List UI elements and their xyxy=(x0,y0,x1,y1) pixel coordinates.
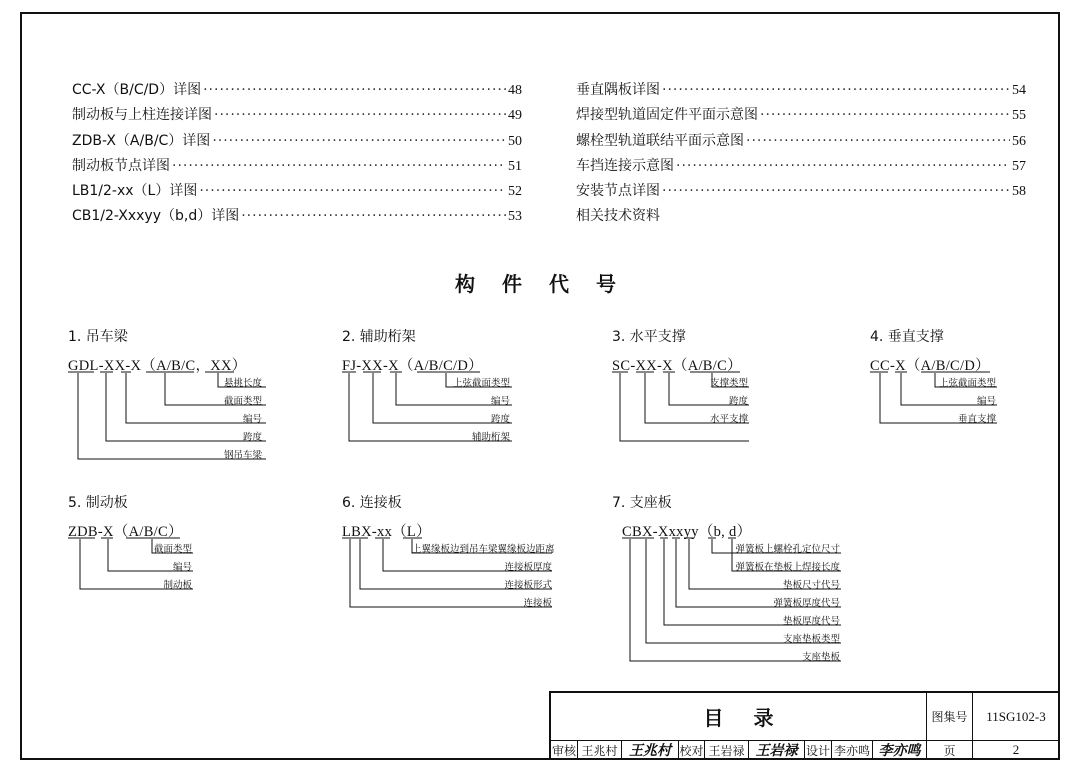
component-code: FJ-XX-X（A/B/C/D） xyxy=(342,358,483,374)
check-label: 校对 xyxy=(679,741,705,760)
code-label: 上弦截面类型 xyxy=(938,378,996,389)
toc-page: 55 xyxy=(1012,108,1026,124)
atlas-label: 图集号 xyxy=(927,693,973,741)
design-signature: 李亦鸣 xyxy=(873,741,927,760)
title-block xyxy=(549,691,1060,760)
code-label: 编号 xyxy=(172,562,192,573)
atlas-number: 11SG102-3 xyxy=(973,693,1060,741)
code-label: 支撑类型 xyxy=(709,378,748,389)
component-code: LBX-xx（L） xyxy=(342,524,431,540)
code-label: 垂直支撑 xyxy=(957,414,996,425)
component-code: GDL-XX-X（A/B/C，XX） xyxy=(68,358,247,374)
toc-page: 56 xyxy=(1012,133,1026,149)
sheet-title: 目录 xyxy=(551,693,927,741)
group-heading: 3. 水平支撑 xyxy=(612,329,686,345)
group-heading: 6. 连接板 xyxy=(342,495,402,511)
code-label: 支座垫板类型 xyxy=(782,634,840,645)
code-label: 截面类型 xyxy=(223,396,262,407)
review-name: 王兆村 xyxy=(578,741,622,760)
toc-page: 48 xyxy=(508,83,522,98)
component-code: ZDB-X（A/B/C） xyxy=(68,524,183,540)
group-heading: 7. 支座板 xyxy=(612,495,672,511)
toc-page: 52 xyxy=(508,184,522,200)
group-heading: 4. 垂直支撑 xyxy=(870,329,944,345)
code-label: 弹簧板厚度代号 xyxy=(773,598,840,609)
toc-title: ZDB-X（A/B/C）详图 xyxy=(72,132,211,149)
code-label: 跨度 xyxy=(490,414,510,425)
code-label: 跨度 xyxy=(728,396,748,407)
toc-title: CB1/2-Xxxyy（b,d）详图 xyxy=(72,208,240,225)
code-label: 弹簧板上螺栓孔定位尺寸 xyxy=(735,544,840,555)
code-label: 截面类型 xyxy=(153,544,192,555)
toc-title: 安装节点详图 xyxy=(576,183,660,200)
code-label: 弹簧板在垫板上焊接长度 xyxy=(735,562,840,573)
code-label: 垫板尺寸代号 xyxy=(782,580,840,591)
toc-title: 垂直隅板详图 xyxy=(576,82,660,98)
design-label: 设计 xyxy=(805,741,832,760)
code-label: 悬挑长度 xyxy=(223,378,262,389)
check-name: 王岩禄 xyxy=(705,741,749,760)
toc-page: 49 xyxy=(508,108,522,124)
toc-title: 螺栓型轨道联结平面示意图 xyxy=(576,132,744,149)
code-label: 上翼缘板边到吊车梁翼缘板边距离 xyxy=(412,544,555,555)
code-label: 编号 xyxy=(242,414,262,425)
code-label: 连接板形式 xyxy=(504,580,552,591)
code-label: 连接板厚度 xyxy=(504,562,552,573)
design-name: 李亦鸣 xyxy=(832,741,873,760)
review-signature: 王兆村 xyxy=(622,741,679,760)
code-label: 跨度 xyxy=(242,432,262,443)
code-label: 辅助桁架 xyxy=(471,432,510,443)
toc-title: 制动板与上柱连接详图 xyxy=(72,107,212,124)
code-label: 水平支撑 xyxy=(709,414,748,425)
toc-title: 相关技术资料 xyxy=(576,208,660,225)
code-label: 编号 xyxy=(490,396,510,407)
component-code: CBX-Xxxyy（b, d） xyxy=(622,524,752,540)
toc-title: 焊接型轨道固定件平面示意图 xyxy=(576,107,758,124)
component-code: CC-X（A/B/C/D） xyxy=(870,358,990,374)
page-number: 2 xyxy=(973,741,1060,760)
code-label: 上弦截面类型 xyxy=(452,378,510,389)
toc-title: 制动板节点详图 xyxy=(72,157,170,174)
toc-page: 50 xyxy=(508,133,522,149)
group-heading: 5. 制动板 xyxy=(68,495,128,511)
code-label: 制动板 xyxy=(163,580,192,591)
toc-page: 58 xyxy=(1012,184,1026,200)
group-heading: 1. 吊车梁 xyxy=(68,329,128,345)
code-label: 钢吊车梁 xyxy=(223,450,262,461)
toc-page: 57 xyxy=(1012,158,1026,174)
toc-page: 54 xyxy=(1012,83,1026,98)
review-label: 审核 xyxy=(551,741,578,760)
code-label: 编号 xyxy=(976,396,996,407)
page-label: 页 xyxy=(927,741,973,760)
toc-page: 51 xyxy=(508,158,522,174)
section-title: 构件代号 xyxy=(455,272,643,296)
toc-title: 车挡连接示意图 xyxy=(576,157,674,174)
toc-title: CC-X（B/C/D）详图 xyxy=(72,82,202,98)
code-label: 连接板 xyxy=(523,598,552,609)
component-code: SC-XX-X（A/B/C） xyxy=(612,358,742,374)
code-label: 垫板厚度代号 xyxy=(782,616,840,627)
toc-title: LB1/2-xx（L）详图 xyxy=(72,183,198,200)
check-signature: 王岩禄 xyxy=(749,741,805,760)
toc-page: 53 xyxy=(508,209,522,225)
group-heading: 2. 辅助桁架 xyxy=(342,329,416,345)
code-label: 支座垫板 xyxy=(801,652,840,663)
